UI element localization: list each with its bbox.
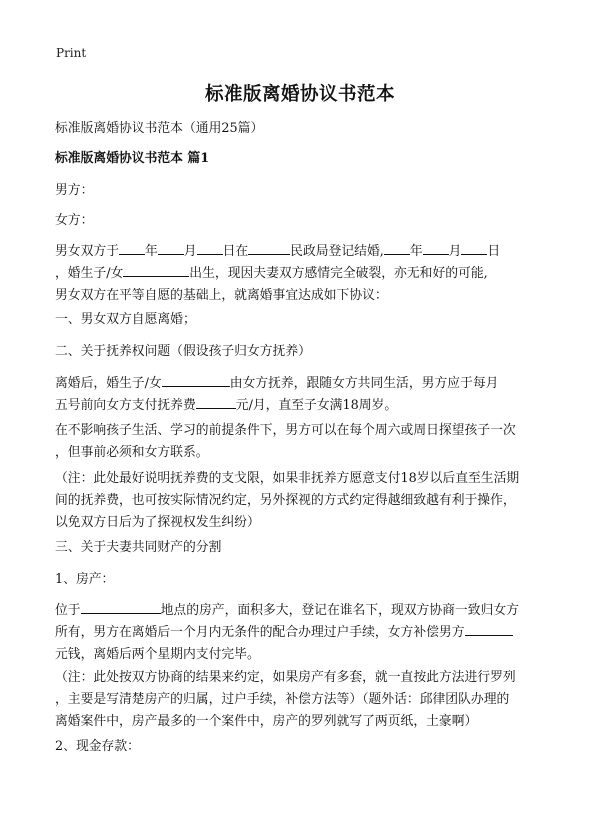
text-segment: 出生，现因夫妻双方感情完全破裂，亦无和好的可能, bbox=[189, 266, 488, 281]
property-note-paragraph bbox=[55, 667, 550, 733]
text-row: ，但事前必须和女方联系。 bbox=[55, 445, 209, 460]
section-heading: 标准版离婚协议书范本 篇1 bbox=[55, 151, 210, 166]
text-segment: 由女方抚养，跟随女方共同生活，男方应于每月 bbox=[229, 376, 499, 391]
text-row: 在不影响孩子生活、学习的前提条件下，男方可以在每个周六或周日探望孩子一次 bbox=[55, 423, 516, 438]
text-segment: 月 bbox=[183, 244, 197, 259]
blank-day bbox=[197, 242, 223, 255]
marriage-paragraph bbox=[55, 241, 550, 307]
cash-deposit-heading: 2、现金存款： bbox=[55, 739, 140, 754]
clause-1: 一、男女双方自愿离婚； bbox=[55, 312, 196, 327]
text-segment: 男女双方于 bbox=[55, 244, 119, 259]
blank-location bbox=[81, 601, 161, 614]
text-segment: 日在 bbox=[222, 244, 249, 259]
custody-paragraph bbox=[55, 373, 550, 417]
text-segment: 五号前向女方支付抚养费 bbox=[55, 398, 196, 413]
blank-child-name bbox=[123, 264, 189, 277]
text-segment: 地点的房产，面积多大，登记在谁名下，现双方协商一致归女方 bbox=[160, 603, 519, 618]
blank-year bbox=[384, 242, 410, 255]
clause-3-heading: 三、关于夫妻共同财产的分割 bbox=[55, 540, 222, 555]
text-segment: 离婚后，婚生子/女 bbox=[55, 376, 162, 391]
note-paragraph bbox=[55, 468, 550, 534]
text-segment: ，婚生子/女 bbox=[55, 266, 124, 281]
text-row: 以免双方日后为了探视权发生纠纷） bbox=[55, 515, 260, 530]
text-row: （注：此处最好说明抚养费的支戈限，如果非抚养方愿意支付18岁以后直至生活期 bbox=[55, 471, 520, 486]
blank-office bbox=[248, 242, 290, 255]
print-link[interactable]: Print bbox=[56, 46, 87, 60]
blank-month bbox=[158, 242, 184, 255]
text-row: ，主要是写清楚房产的归属，过户手续，补偿方法等）（题外话：邱律团队办理的 bbox=[55, 692, 510, 707]
blank-day bbox=[461, 242, 487, 255]
blank-year bbox=[119, 242, 145, 255]
document-title: 标准版离婚协议书范本 bbox=[204, 84, 395, 105]
visitation-paragraph bbox=[55, 420, 550, 464]
woman-label: 女方： bbox=[55, 213, 94, 228]
text-segment: 所有，男方在离婚后一个月内无条件的配合办理过户手续，女方补偿男方 bbox=[55, 625, 465, 640]
text-row: 元钱，离婚后两个星期内支付完毕。 bbox=[55, 647, 260, 662]
document-subtitle: 标准版离婚协议书范本（通用25篇） bbox=[55, 121, 264, 136]
text-row: 间的抚养费，也可按实际情况约定，另外探视的方式约定得越细致越有利于操作， bbox=[55, 493, 516, 508]
clause-2-heading: 二、关于抚养权问题（假设孩子归女方抚养） bbox=[55, 344, 311, 359]
text-segment: 位于 bbox=[55, 603, 81, 618]
man-label: 男方： bbox=[55, 183, 94, 198]
text-row: 男女双方在平等自愿的基础上，就离婚事宜达成如下协议： bbox=[55, 288, 388, 303]
text-segment: 民政局登记结婚, bbox=[290, 244, 384, 259]
text-segment: 日 bbox=[487, 244, 501, 259]
text-row: （注：此处按双方协商的结果来约定，如果房产有多套，就一直按此方法进行罗列 bbox=[55, 670, 516, 685]
text-row: 离婚案件中，房产最多的一个案件中，房产的罗列就写了两页纸，土豪啊） bbox=[55, 714, 478, 729]
blank-month bbox=[423, 242, 449, 255]
property-heading: 1、房产： bbox=[55, 572, 115, 587]
text-segment: 年 bbox=[409, 244, 423, 259]
text-segment: 年 bbox=[144, 244, 158, 259]
blank-amount bbox=[196, 396, 236, 409]
blank-compensation bbox=[465, 623, 513, 636]
property-paragraph bbox=[55, 600, 550, 666]
blank-child-name bbox=[162, 374, 230, 387]
text-segment: 元/月，直至子女满18周岁。 bbox=[235, 398, 398, 413]
text-segment: 月 bbox=[448, 244, 462, 259]
